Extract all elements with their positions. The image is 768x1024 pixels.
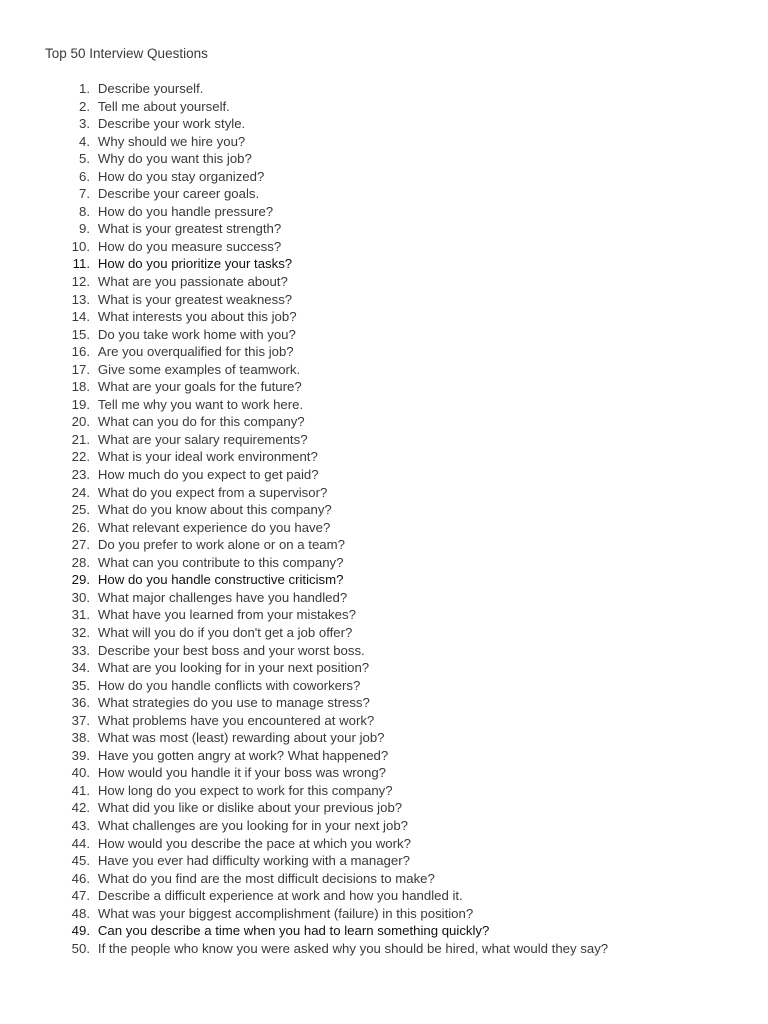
question-number: 22. xyxy=(71,449,90,465)
question-number: 11. xyxy=(72,256,90,272)
question-text: Do you take work home with you? xyxy=(97,326,296,342)
number-spacer xyxy=(90,431,98,449)
question-number: 3. xyxy=(79,116,90,132)
number-spacer xyxy=(90,326,98,344)
list-item xyxy=(45,185,745,203)
number-spacer xyxy=(90,98,98,116)
number-spacer xyxy=(90,642,98,660)
question-number: 38. xyxy=(71,730,90,746)
question-text: Describe your work style. xyxy=(97,116,246,132)
question-text: What are you passionate about? xyxy=(97,274,288,290)
question-number: 27. xyxy=(71,537,90,553)
number-spacer xyxy=(90,606,98,624)
number-spacer xyxy=(90,378,98,396)
question-number: 24. xyxy=(71,484,90,500)
number-spacer xyxy=(90,484,98,502)
number-spacer xyxy=(90,799,98,817)
question-number: 39. xyxy=(71,747,90,763)
question-number: 36. xyxy=(71,695,90,711)
number-spacer xyxy=(90,729,98,747)
question-text: What are you looking for in your next position? xyxy=(97,660,370,676)
list-item xyxy=(45,887,745,905)
question-number: 30. xyxy=(71,589,90,605)
list-item xyxy=(45,361,745,379)
number-spacer xyxy=(90,150,98,168)
question-text: Give some examples of teamwork. xyxy=(97,361,301,377)
question-number: 50. xyxy=(71,940,90,956)
number-spacer xyxy=(90,466,98,484)
question-text: What interests you about this job? xyxy=(97,309,297,325)
number-spacer xyxy=(90,922,98,940)
question-list xyxy=(45,80,745,957)
question-number: 29. xyxy=(71,572,90,588)
number-spacer xyxy=(90,589,98,607)
question-number: 25. xyxy=(71,502,90,518)
question-text: What was most (least) rewarding about your job? xyxy=(97,730,385,746)
number-spacer xyxy=(90,80,98,98)
number-spacer xyxy=(90,220,98,238)
list-item xyxy=(45,466,745,484)
question-number: 37. xyxy=(71,712,90,728)
question-number: 6. xyxy=(79,168,90,184)
number-spacer xyxy=(90,782,98,800)
list-item xyxy=(45,203,745,221)
list-item xyxy=(45,712,745,730)
number-spacer xyxy=(90,694,98,712)
list-item xyxy=(45,624,745,642)
question-number: 19. xyxy=(71,396,90,412)
list-item xyxy=(45,782,745,800)
list-item xyxy=(45,571,745,589)
list-item xyxy=(45,308,745,326)
number-spacer xyxy=(90,343,98,361)
question-number: 2. xyxy=(79,98,90,114)
question-text: What are your goals for the future? xyxy=(97,379,302,395)
question-text: Have you gotten angry at work? What happened? xyxy=(97,747,389,763)
question-text: How long do you expect to work for this company? xyxy=(97,782,393,798)
question-number: 41. xyxy=(71,782,90,798)
question-text: What have you learned from your mistakes? xyxy=(97,607,356,623)
question-number: 18. xyxy=(71,379,90,395)
question-text: What can you do for this company? xyxy=(97,414,305,430)
list-item xyxy=(45,852,745,870)
question-number: 16. xyxy=(71,344,90,360)
question-text: What do you expect from a supervisor? xyxy=(97,484,328,500)
question-number: 47. xyxy=(71,888,90,904)
question-text: What was your biggest accomplishment (failure) in this position? xyxy=(97,905,474,921)
number-spacer xyxy=(90,764,98,782)
question-number: 8. xyxy=(79,203,90,219)
question-text: What strategies do you use to manage stress? xyxy=(97,695,370,711)
question-text: Tell me why you want to work here. xyxy=(97,396,304,412)
number-spacer xyxy=(90,115,98,133)
list-item xyxy=(45,448,745,466)
question-number: 35. xyxy=(71,677,90,693)
list-item xyxy=(45,431,745,449)
list-item xyxy=(45,133,745,151)
question-number: 20. xyxy=(71,414,90,430)
question-number: 45. xyxy=(71,853,90,869)
number-spacer xyxy=(90,361,98,379)
question-text: What relevant experience do you have? xyxy=(97,519,331,535)
number-spacer xyxy=(90,905,98,923)
question-text: How do you handle conflicts with coworkers? xyxy=(97,677,361,693)
number-spacer xyxy=(90,852,98,870)
list-item xyxy=(45,80,745,98)
question-text: What is your greatest strength? xyxy=(97,221,282,237)
list-item xyxy=(45,273,745,291)
list-item xyxy=(45,291,745,309)
number-spacer xyxy=(90,185,98,203)
list-item xyxy=(45,238,745,256)
number-spacer xyxy=(90,536,98,554)
list-item xyxy=(45,378,745,396)
question-number: 9. xyxy=(79,221,90,237)
list-item xyxy=(45,677,745,695)
list-item xyxy=(45,115,745,133)
list-item xyxy=(45,168,745,186)
question-text: What is your greatest weakness? xyxy=(97,291,293,307)
question-text: How do you measure success? xyxy=(97,238,282,254)
number-spacer xyxy=(90,659,98,677)
question-text: What can you contribute to this company? xyxy=(97,554,344,570)
document-title: Top 50 Interview Questions xyxy=(45,46,208,61)
number-spacer xyxy=(90,624,98,642)
question-text: What do you find are the most difficult decisions to make? xyxy=(97,870,435,886)
question-text: How do you handle pressure? xyxy=(97,203,274,219)
list-item xyxy=(45,326,745,344)
question-text: How do you stay organized? xyxy=(97,168,265,184)
question-number: 15. xyxy=(71,326,90,342)
number-spacer xyxy=(90,396,98,414)
question-number: 13. xyxy=(71,291,90,307)
question-number: 12. xyxy=(71,274,90,290)
question-text: What are your salary requirements? xyxy=(97,431,308,447)
number-spacer xyxy=(90,519,98,537)
question-text: What do you know about this company? xyxy=(97,502,332,518)
question-number: 49. xyxy=(71,923,90,939)
question-text: What challenges are you looking for in your next job? xyxy=(97,817,408,833)
question-number: 48. xyxy=(71,905,90,921)
question-number: 7. xyxy=(79,186,90,202)
question-number: 46. xyxy=(71,870,90,886)
question-text: Do you prefer to work alone or on a team? xyxy=(97,537,345,553)
question-text: What is your ideal work environment? xyxy=(97,449,318,465)
question-text: Why should we hire you? xyxy=(97,133,246,149)
list-item xyxy=(45,98,745,116)
list-item xyxy=(45,150,745,168)
question-text: If the people who know you were asked why you should be hired, what would they say? xyxy=(97,940,609,956)
number-spacer xyxy=(90,273,98,291)
list-item xyxy=(45,396,745,414)
list-item xyxy=(45,343,745,361)
list-item xyxy=(45,870,745,888)
number-spacer xyxy=(90,238,98,256)
question-text: What major challenges have you handled? xyxy=(97,589,348,605)
question-text: Have you ever had difficulty working with a manager? xyxy=(97,853,410,869)
question-number: 1. xyxy=(79,81,90,96)
number-spacer xyxy=(90,835,98,853)
question-text: Tell me about yourself. xyxy=(97,98,230,114)
question-number: 14. xyxy=(71,309,90,325)
question-number: 33. xyxy=(71,642,90,658)
list-item xyxy=(45,817,745,835)
question-text: Describe your career goals. xyxy=(97,186,260,202)
question-text: What will you do if you don't get a job offer? xyxy=(97,624,353,640)
question-number: 40. xyxy=(71,765,90,781)
number-spacer xyxy=(90,571,98,589)
question-number: 10. xyxy=(71,238,90,254)
list-item xyxy=(45,799,745,817)
number-spacer xyxy=(90,255,98,273)
question-text: What problems have you encountered at work? xyxy=(97,712,375,728)
question-number: 44. xyxy=(71,835,90,851)
question-text: Describe a difficult experience at work and how you handled it. xyxy=(97,888,463,904)
number-spacer xyxy=(90,133,98,151)
number-spacer xyxy=(90,887,98,905)
question-text: Are you overqualified for this job? xyxy=(97,344,294,360)
question-text: How would you describe the pace at which you work? xyxy=(97,835,411,851)
question-text: What did you like or dislike about your previous job? xyxy=(97,800,403,816)
list-item xyxy=(45,484,745,502)
number-spacer xyxy=(90,677,98,695)
list-item xyxy=(45,747,745,765)
question-text: Can you describe a time when you had to learn something quickly? xyxy=(97,923,490,939)
number-spacer xyxy=(90,308,98,326)
number-spacer xyxy=(90,291,98,309)
question-number: 26. xyxy=(71,519,90,535)
list-item xyxy=(45,554,745,572)
list-item xyxy=(45,642,745,660)
question-number: 32. xyxy=(71,624,90,640)
question-text: How do you prioritize your tasks? xyxy=(97,256,293,272)
question-text: How would you handle it if your boss was wrong? xyxy=(97,765,386,781)
list-item xyxy=(45,606,745,624)
question-number: 17. xyxy=(71,361,90,377)
question-text: Why do you want this job? xyxy=(97,151,252,167)
list-item xyxy=(45,536,745,554)
number-spacer xyxy=(90,817,98,835)
number-spacer xyxy=(90,747,98,765)
question-number: 4. xyxy=(79,133,90,149)
question-text: How much do you expect to get paid? xyxy=(97,467,319,483)
number-spacer xyxy=(90,501,98,519)
list-item xyxy=(45,501,745,519)
question-text: Describe yourself. xyxy=(97,81,204,96)
list-item xyxy=(45,589,745,607)
list-item xyxy=(45,694,745,712)
list-item xyxy=(45,519,745,537)
question-text: Describe your best boss and your worst boss. xyxy=(97,642,365,658)
list-item xyxy=(45,764,745,782)
number-spacer xyxy=(90,448,98,466)
list-item xyxy=(45,922,745,940)
number-spacer xyxy=(90,712,98,730)
question-number: 43. xyxy=(71,817,90,833)
list-item xyxy=(45,835,745,853)
number-spacer xyxy=(90,870,98,888)
question-number: 5. xyxy=(79,151,90,167)
list-item xyxy=(45,905,745,923)
list-item xyxy=(45,255,745,273)
question-number: 42. xyxy=(71,800,90,816)
list-item xyxy=(45,659,745,677)
list-item xyxy=(45,220,745,238)
number-spacer xyxy=(90,413,98,431)
question-number: 28. xyxy=(71,554,90,570)
question-number: 34. xyxy=(71,660,90,676)
question-number: 21. xyxy=(71,431,90,447)
question-text: How do you handle constructive criticism? xyxy=(97,572,344,588)
list-item xyxy=(45,729,745,747)
number-spacer xyxy=(90,168,98,186)
number-spacer xyxy=(90,554,98,572)
question-number: 23. xyxy=(71,467,90,483)
number-spacer xyxy=(90,203,98,221)
question-number: 31. xyxy=(71,607,90,623)
list-item xyxy=(45,413,745,431)
number-spacer xyxy=(90,940,98,958)
list-item xyxy=(45,940,745,958)
